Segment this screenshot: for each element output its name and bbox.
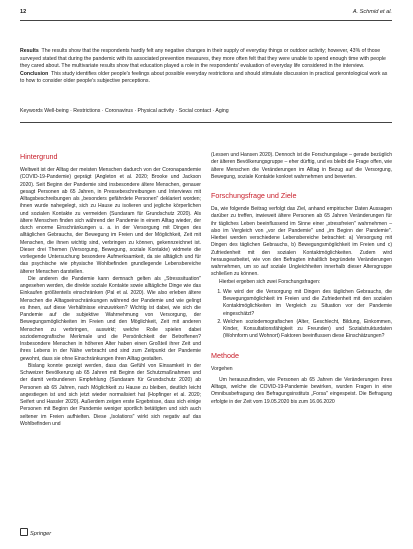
- running-header: [20, 9, 392, 19]
- question-intro: Hierbei ergeben sich zwei Forschungsfragen:: [219, 278, 321, 285]
- publisher-name: Springer: [30, 531, 52, 537]
- abstract-results: [20, 48, 392, 71]
- section-heading-method: Methode: [211, 350, 239, 360]
- page-number: 12: [20, 9, 27, 15]
- abstract-conclusion: [20, 71, 392, 86]
- research-question-1: 1. Wie wird der die Versorgung mit Dingen des täglichen Gebrauchs, die Bewegungsmöglichkeit im Freien und die Zufriedenheit mit den sozialen Kontaktmöglichkeiten im Vergleich zu Situation vor der Pandemie eingeschätzt?: [223, 289, 392, 318]
- right-paragraph-1: Da, wie folgende Beitrag verfolgt das Ziel, anhand empirischer Daten Aussagen darüber zu treffen, inwieweit ältere Personen ab 65 Jahren Veränderungen für ihr tägliches Leben beeinflussend im Sinne einer „stressfreien" wahrnehmen – also im Vergleich von „vor der Pandemie" und „im Beginn der Pandemie". Hierbei werden verschiedene Lebensbereiche betrachtet: a) Versorgung mit Dingen des täglichen Gebrauchs, b) Bewegungsmöglichkeit im Freien und c) Zufriedenheit mit den sozialen Kontaktmöglichkeiten. Zudem wird herausgearbeitet, wie von den Befragten inhaltlich begründete Veränderungen wahrnehmen, um so auf soziale Ungleichheiten innerhalb dieser Altersgruppe schließen zu können.: [211, 206, 392, 278]
- research-question-2: 2. Welchen soziodemografischen (Alter, Geschlecht, Bildung, Einkommen, Kinder, Konsultationsfähigkeit zu Freunden) und Sozialstrukturdaten (Wohnform und Wohnort) Faktoren beeinflussen diese Einschätzungen?: [223, 319, 392, 341]
- subsection-heading-procedure: Vorgehen: [211, 365, 233, 372]
- conclusion-label: Conclusion: [20, 70, 49, 77]
- right-paragraph-0: (Lessen und Hansen 2020). Dennoch ist die Forschungslage – gerade bezüglich der älteren Bevölkerungsgruppe – eher dürftig, und es bleibt die Frage offen, wie ältere Menschen die Veränderungen im Alltag in Bezug auf die Versorgung, Bewegung, soziale Kontakte konkret wahrnehmen und bewerten.: [211, 152, 392, 180]
- keywords: Keywords Well-being · Restrictions · Coronavirus · Physical activity · Social contact · Aging: [20, 108, 229, 114]
- research-question-list: [211, 289, 392, 341]
- results-label: Results: [20, 48, 39, 54]
- left-paragraph-1: Weltweit ist der Alltag der meisten Menschen dadurch von der Coronapandemie (COVID-19-Pandemie) geprägt (Angleton et al. 2020; Brooke und Jackson 2020). Seit Beginn der Pandemie sind insbesondere ältere Menschen, genauer gesagt Personen ab 65 Jahren, in Pressebeschreibungen und Interviews mit Alltagsbeschreibungen als „besonders gefährdete Personen" deklariert worden; ihnen wurde nahegelegt, sich zu Hause zu isolieren und jegliche körperlichen und sozialen Kontakte zu vermeiden (Sundaram für Grundschutz 2020). Als ältere Menschen finden sich während der Pandemie in einem Alltag wieder, der durch enorme Einschränkungen u. a. in der Versorgung mit Dingen des alltäglichen Gebrauchs, der Bewegung im Freien und der Möglichkeit, Zeit mit Menschen, die ihnen wichtig sind, verbringen zu können, gekennzeichnet ist. Dieser drei Themen (Versorgung, Bewegung, soziale Kontakte) widmete die vorliegende Untersuchung besondere Aufmerksamkeit, da sie alltäglich und für das psychische wie physische Wohlbefinden grundlegende Lebensbereiche älterer Menschen darstellen.: [20, 167, 201, 275]
- section-heading-background: Hintergrund: [20, 152, 58, 161]
- running-author: A. Schmid et al.: [352, 9, 392, 15]
- right-column: [211, 152, 392, 406]
- springer-logo-icon: [20, 528, 28, 536]
- left-paragraph-2: Die anderen die Pandemie kann demnach gelten als „Stresssituation" angesehen werden, die direkte soziale Kontakte sowie alltägliche Dinge wie das Einkaufen größtenteils einschränken (Pal et al. 2020). Wie also erleben ältere Menschen die Alltagseinschränkungen während der Pandemie und wie gelingt es ihnen, auf diese Verhältnisse einzuwirken? Wichtig ist dabei, wie sich die Pandemie auf die subjektive Wahrnehmung von Versorgung, der Bewegungsmöglichkeiten im Freien und den Möglichkeit, Zeit mit anderen Menschen zu verbringen, auswirkt; welche Rolle spielen dabei soziodemografische Merkmale und die Persönlichkeit der Betroffenen? Insbesondere Menschen in höheren Alter haben einen Großteil ihrer Zeit und ihres Lebens in der Nähe verbracht und sind zum Zeitpunkt der Pandemie gewohnt, dass sie ohne Einschränkungen ihren Alltag gestalten.: [20, 275, 201, 362]
- abstract-rule: [20, 122, 392, 123]
- left-paragraph-3: Bislang konnte gezeigt werden, dass das Gefühl von Einsamkeit in der Schweizer Bevölkerung ab 65 Jahren mit Beginn der Schutzmaßnahmen und der damit verbundenen Empfehlung (Sundaram für Grundschutz 2020) ab Personen ab 65 Jahren, nach Möglichkeit zu Hause zu bleiben, deutlich leicht angestiegen ist und sich jetzt wieder normalisiert hat (Hopfinger et al. 2020; Seifert und Hassler 2020). Außerdem zeigen erste Ergebnisse, dass sich einige Personen mit Beginn der Pandemie weniger sportlich betätigten und sich auch seltener im Freien aufhielten. Diese „Isolations" wirkt sich negativ auf das Wohlbefinden und: [20, 362, 201, 427]
- publisher-footer: [20, 528, 51, 537]
- abstract: [20, 48, 392, 86]
- results-text: The results show that the respondents hardly felt any negative changes in their supply of everyday things or outdoor activity; however, 43% of those surveyed stated that during the pandemic with its associated prevention measures, they more often felt that they were unable to spend enough time with people they cared about. The multivariate results show that education played a role in the respondents' evaluation of everyday life considered in the interview.: [20, 48, 386, 70]
- left-column: [20, 152, 201, 428]
- right-paragraph-2: Um herauszufinden, wie Personen ab 65 Jahren die Veränderungen ihres Alltags, welche die COVID-19-Pandemie bewirken, wurden Fragen in eine Omnibusbefragung des Befragungsinstituts „Forsa" eingespeist. Die Befragung erfolgte in der Zeit vom 19.05.2020 bis zum 16.06.2020: [211, 376, 392, 405]
- header-rule: [20, 20, 392, 21]
- conclusion-text: This study identifies older people's feelings about possible everyday restrictions and should stimulate discussion in practical gerontological work as to how to consider older people's subjective perceptions.: [20, 70, 388, 85]
- section-heading-research-question: Forschungsfrage und Ziele: [211, 191, 297, 200]
